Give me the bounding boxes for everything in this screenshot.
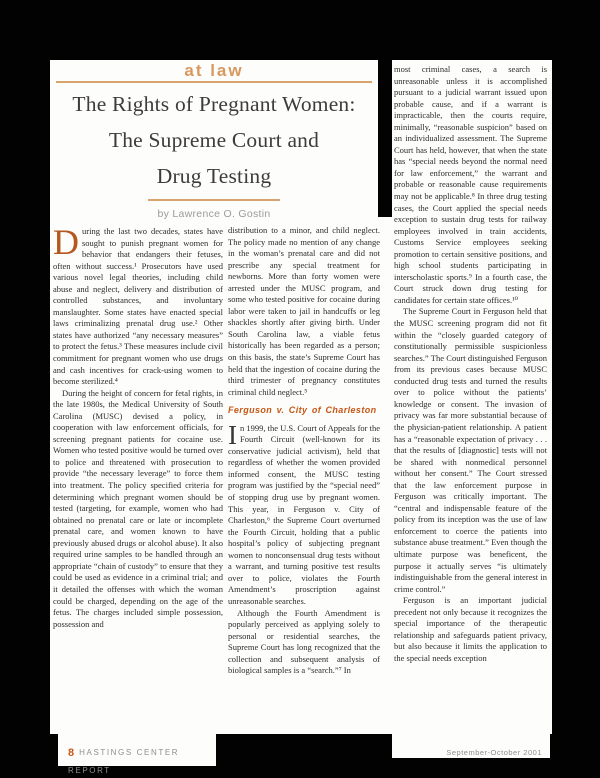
paragraph: Although the Fourth Amendment is popularly perceived as applying solely to personal or residential searches, the Supreme Court has long recognized that the collection and subsequent analysis of biological samples is a “search.”⁷ In (228, 607, 380, 676)
drop-cap-d: D (53, 226, 79, 262)
title-line-2: The Supreme Court and (108, 128, 320, 152)
text-column-1 (53, 226, 223, 732)
text-column-3 (394, 64, 547, 732)
paragraph: Ferguson is an important judicial precedent not only because it recognizes the special importance of the therapeutic relationship and safeguards patient privacy, but also because it limits the application to the special needs exception (394, 595, 547, 663)
article-header (50, 60, 378, 219)
journal-name: HASTINGS CENTER REPORT (68, 748, 180, 775)
paragraph-text: n 1999, the U.S. Court of Appeals for the Fourth Circuit (well-known for its conservative judicial activism), held that regardless of whether the women provided informed consent, the MUSC testing program was justified by the “special need” of stopping drug use by pregnant women. This year, in Ferguson v. City of Charleston,⁶ the Supreme Court overturned the Fourth Circuit, holding that a public hospital’s policy of subjecting pregnant women to nonconsensual drug tests without a warrant, and turning positive test results over to police, violates the Fourth Amendment’s proscription against unreasonable searches. (228, 422, 380, 606)
title-line-3: Drug Testing (156, 164, 272, 188)
paragraph (228, 419, 380, 608)
article-title (58, 86, 370, 194)
paragraph (53, 226, 223, 388)
paragraph: The Supreme Court in Ferguson held that the MUSC screening program did not fit within the “closely guarded category of constitutionally permissible suspicionless searches.” The Court distinguished Ferguson from its previous cases because MUSC conducted drug tests and turned the results over to police without the patients’ knowledge or consent. The invasion of privacy was far more substantial because of the physician-patient relationship. A patient has a “reasonable expectation of privacy . . . that the results of [diagnostic] tests will not be shared with nonmedical personnel without her consent.” The Court stressed that the law enforcement purpose in Ferguson was critically important. The “central and indispensable feature of the policy from its inception was the use of law enforcement to coerce the patients into substance abuse treatment.” Even though the ultimate purpose was beneficent, the purpose it actually serves “is ultimately indistinguishable from the general interest in crime control.” (394, 306, 547, 594)
text-column-2 (228, 225, 380, 732)
footer-right (392, 734, 550, 758)
banner-rule (56, 81, 372, 83)
section-banner: at law (184, 61, 244, 80)
title-line-1: The Rights of Pregnant Women: (72, 92, 356, 116)
title-rule (148, 199, 280, 201)
paragraph: During the height of concern for fetal rights, in the late 1980s, the Medical University of South Carolina (MUSC) devised a policy, in cooperation with law enforcement officials, for screening pregnant patients for cocaine use. Women who tested positive would be turned over to police and threatened with prosecution to provide “the necessary leverage” to force them into treatment. The policy specified criteria for determining which pregnant women should be tested (targeting, for example, women who had obtained no prenatal care or late or incomplete prenatal care, and women known to have previously abused drugs or alcohol abuse). It also required urine samples to be handled through an appropriate “chain of custody” to ensure that they could be used as evidence in a criminal trial; and it detailed the offenses with which the woman could be charged, depending on the age of the fetus. The charges included simple possession, possession and (53, 387, 223, 629)
paragraph: distribution to a minor, and child neglect. The policy made no mention of any change in the woman’s prenatal care and did not prescribe any special treatment for newborns. More than forty women were arrested under the MUSC program, and some who tested positive for cocaine during labor were taken to jail in handcuffs or leg shackles shortly after giving birth. Under South Carolina law, a viable fetus historically has been regarded as a person; on this basis, the state’s Supreme Court has held that the ingestion of cocaine during the third trimester of pregnancy constitutes criminal child neglect.⁵ (228, 225, 380, 397)
byline: by Lawrence O. Gostin (157, 208, 271, 219)
footer-left (58, 734, 216, 775)
case-heading: Ferguson v. City of Charleston (228, 405, 377, 416)
paragraph-text: uring the last two decades, states have sought to punish pregnant women for behavior that endangers their fetuses, often without success.¹ Prosecutors have used various novel legal theories, including child abuse and neglect, delivery and distribution of controlled substances, and involuntary manslaughter. Some states have enacted special laws criminalizing prenatal drug use.² Other states have authorized “any necessary measures” to protect the fetus.³ These measures include civil commitment for pregnant women who use drugs and cash incentives for crack-using women to become sterilized.⁴ (53, 226, 223, 387)
drop-cap-i: I (228, 419, 237, 450)
paragraph: most criminal cases, a search is unreasonable unless it is accomplished pursuant to a judicial warrant issued upon probable cause, and if a warrant is impracticable, then the courts require, minimally, “reasonable suspicion” based on an individualized assessment. The Supreme Court has held, however, that when the state has “special needs beyond the normal need for law enforcement,” the warrant and probable or reasonable cause requirements may not be applicable.⁸ In three drug testing cases, the Court applied the special needs exception to sustain drug tests for railway employees involved in train accidents, Customs Service employees seeking promotion to certain sensitive positions, and high school students participating in interscholastic sports.⁹ In a fourth case, the Court struck down drug testing for candidates for certain state offices.¹⁰ (394, 64, 547, 305)
issue-date: September-October 2001 (446, 748, 542, 757)
page-number: 8 (68, 747, 75, 759)
